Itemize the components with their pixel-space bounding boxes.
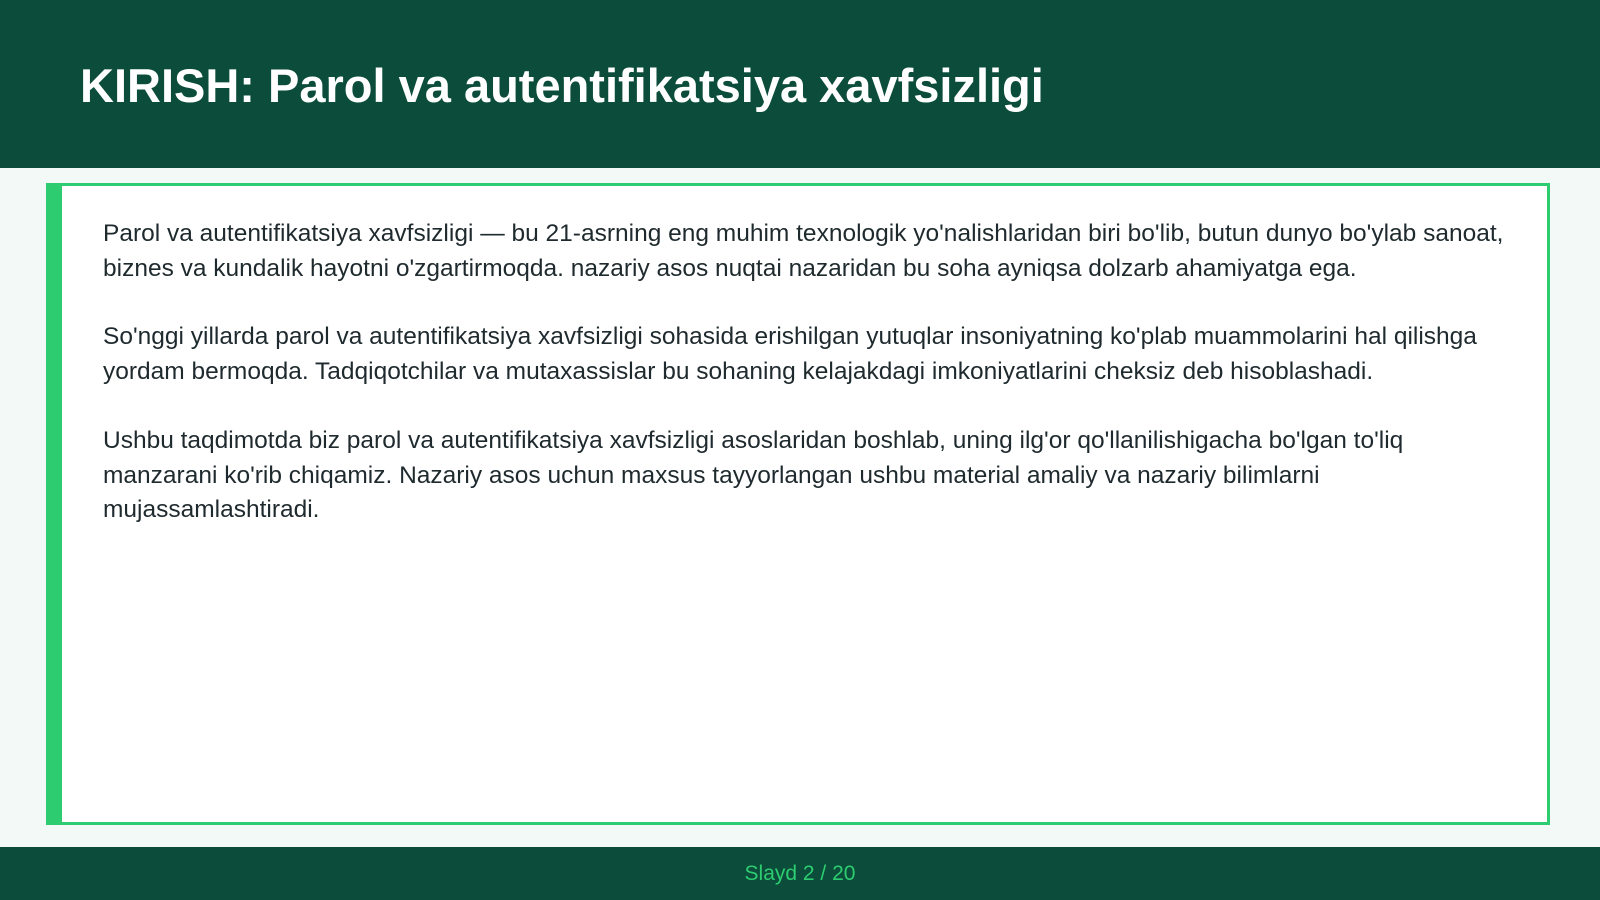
slide-title: KIRISH: Parol va autentifikatsiya xavfsizligi <box>80 59 1044 112</box>
paragraph-intro: Parol va autentifikatsiya xavfsizligi — bu 21-asrning eng muhim texnologik yo'nalishlaridan biri bo'lib, butun dunyo bo'ylab sanoat, biznes va kundalik hayotni o'zgartirmoqda. nazariy asos nuqtai nazaridan bu soha ayniqsa dolzarb ahamiyatga ega. <box>103 220 1504 282</box>
paragraph-overview: Ushbu taqdimotda biz parol va autentifikatsiya xavfsizligi asoslaridan boshlab, uning ilg'or qo'llanilishigacha bo'lgan to'liq manzarani ko'rib chiqamiz. Nazariy asos uchun maxsus tayyorlangan ushbu material amaliy va nazariy bilimlarni mujassamlashtiradi. <box>103 426 1404 524</box>
paragraph-achievements: So'nggi yillarda parol va autentifikatsiya xavfsizligi sohasida erishilgan yutuqlar insoniyatning ko'plab muammolarini hal qilishga yordam bermoqda. Tadqiqotchilar va mutaxassislar bu sohaning kelajakdagi imkoniyatlarini cheksiz deb hisoblashadi. <box>103 323 1477 386</box>
slide-header <box>0 0 1600 168</box>
content-box <box>46 183 1550 825</box>
slide-footer <box>0 847 1600 900</box>
slide-number: Slayd 2 / 20 <box>744 862 856 885</box>
content-paragraphs <box>103 217 1523 562</box>
